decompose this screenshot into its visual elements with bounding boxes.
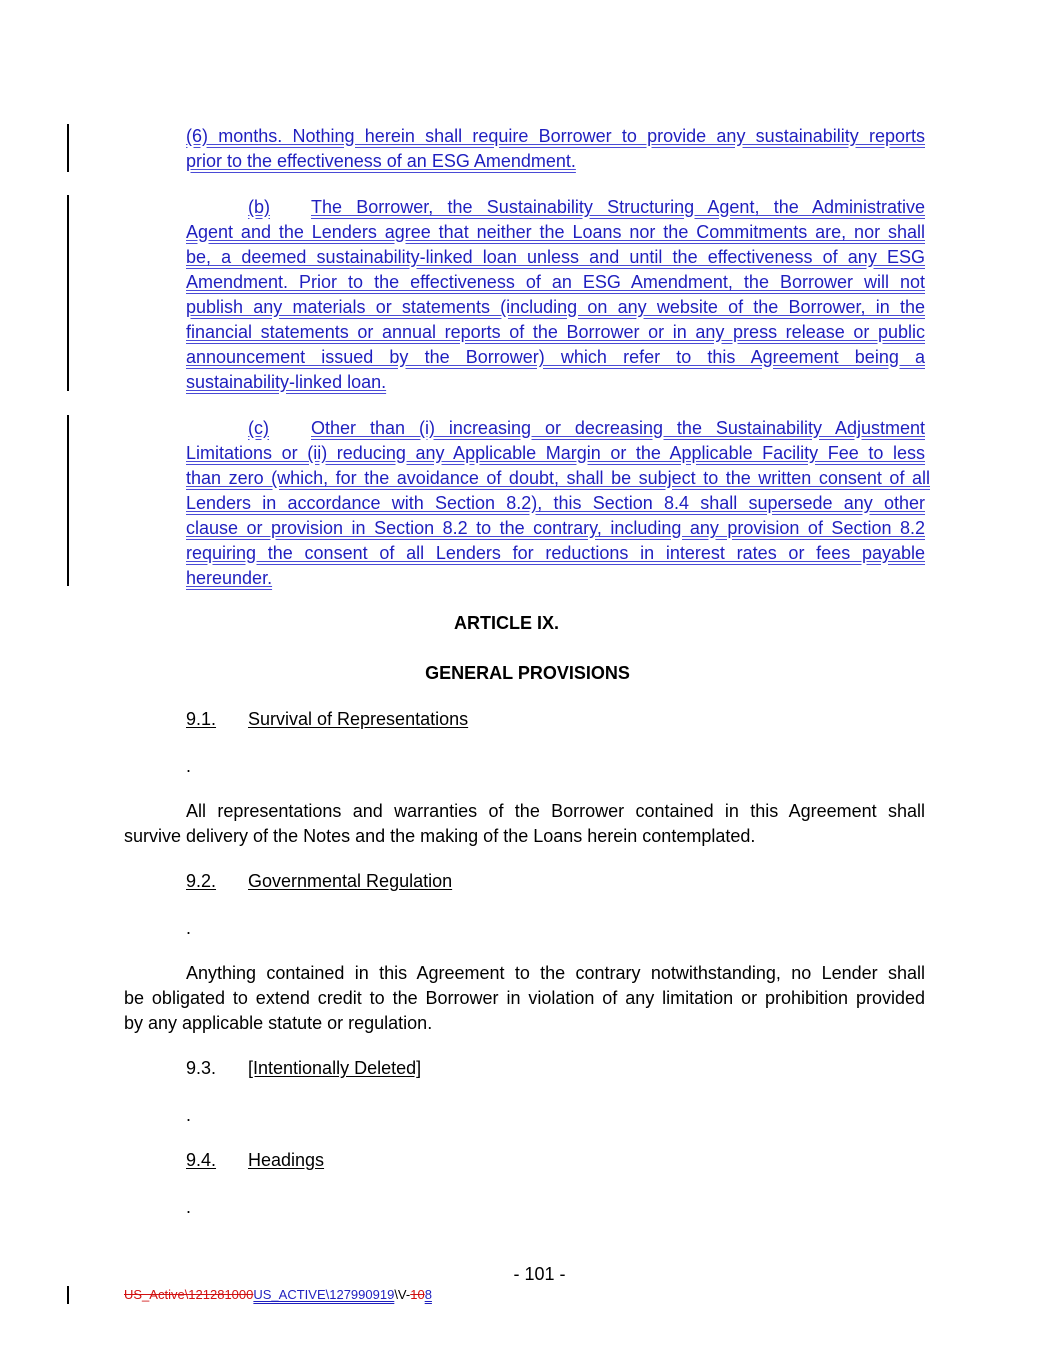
change-bar	[67, 195, 69, 391]
para-b-line: sustainability-linked loan.	[186, 372, 387, 392]
page-number: - 101 -	[513, 1264, 566, 1284]
change-bar	[67, 1286, 69, 1304]
para-c-label: (c)	[248, 418, 269, 438]
para-c-line: Limitations or (ii) reducing any Applicable Margin or the Applicable Facility Fee to less	[186, 443, 925, 463]
continuation-line: prior to the effectiveness of an ESG Amendment.	[186, 151, 576, 171]
inserted-version: 8	[424, 1287, 432, 1302]
article-number: ARTICLE IX.	[453, 613, 559, 633]
section-9-2-title: Governmental Regulation	[248, 871, 453, 891]
para-b-line: Amendment. Prior to the effectiveness of an ESG Amendment, the Borrower will not	[186, 272, 925, 292]
para-b-line: publish any materials or statements (including on any website of the Borrower, in the	[186, 297, 925, 317]
section-9-1-body-line: All representations and warranties of the Borrower contained in this Agreement shall	[186, 801, 925, 821]
section-9-3-dot: .	[186, 1105, 192, 1125]
section-9-1-body-line: survive delivery of the Notes and the making of the Loans herein contemplated.	[124, 826, 756, 846]
section-9-4-dot: .	[186, 1197, 192, 1217]
continuation-line: (6) months. Nothing herein shall require Borrower to provide any sustainability reports	[186, 126, 925, 146]
section-9-2-body-line: be obligated to extend credit to the Borrower in violation of any limitation or prohibition provided	[124, 988, 925, 1008]
deleted-doc-id: US_Active\121281000	[124, 1287, 254, 1302]
change-bar	[67, 415, 69, 586]
section-9-2-body-line: by any applicable statute or regulation.	[124, 1013, 433, 1033]
inserted-doc-id: US_ACTIVE\127990919	[253, 1287, 395, 1302]
change-bar	[67, 124, 69, 172]
section-9-2-body-line: Anything contained in this Agreement to the contrary notwithstanding, no Lender shall	[186, 963, 925, 983]
doc-id-separator: \V-	[394, 1287, 411, 1302]
section-9-3-number: 9.3.	[186, 1058, 217, 1078]
para-c-line: than zero (which, for the avoidance of doubt, shall be subject to the written consent of all	[186, 468, 930, 488]
section-9-3-title: [Intentionally Deleted]	[248, 1058, 422, 1078]
para-c-first-line: Other than (i) increasing or decreasing the Sustainability Adjustment	[311, 418, 925, 438]
section-9-4-title: Headings	[248, 1150, 325, 1170]
para-b-line: announcement issued by the Borrower) which refer to this Agreement being a	[186, 347, 925, 367]
para-b-label: (b)	[248, 197, 270, 217]
para-b-line: be, a deemed sustainability-linked loan unless and until the effectiveness of any ESG	[186, 247, 925, 267]
section-9-2-dot: .	[186, 918, 192, 938]
para-b-line: Agent and the Lenders agree that neither the Loans nor the Commitments are, nor shall	[186, 222, 925, 242]
section-9-1-dot: .	[186, 756, 192, 776]
section-9-1-number: 9.1.	[186, 709, 217, 729]
para-b-line: financial statements or annual reports of the Borrower or in any press release or public	[186, 322, 925, 342]
para-b-first-line: The Borrower, the Sustainability Structuring Agent, the Administrative	[311, 197, 925, 217]
deleted-version: 10	[410, 1287, 425, 1302]
section-9-1-title: Survival of Representations	[248, 709, 469, 729]
para-c-line: clause or provision in Section 8.2 to the contrary, including any provision of Section 8.2	[186, 518, 925, 538]
section-9-2-number: 9.2.	[186, 871, 217, 891]
section-9-4-number: 9.4.	[186, 1150, 217, 1170]
para-c-line: hereunder.	[186, 568, 273, 588]
article-title: GENERAL PROVISIONS	[425, 663, 630, 683]
para-c-line: requiring the consent of all Lenders for reductions in interest rates or fees payable	[186, 543, 925, 563]
document-id	[124, 1287, 432, 1303]
para-c-line: Lenders in accordance with Section 8.2), this Section 8.4 shall supersede any other	[186, 493, 925, 513]
